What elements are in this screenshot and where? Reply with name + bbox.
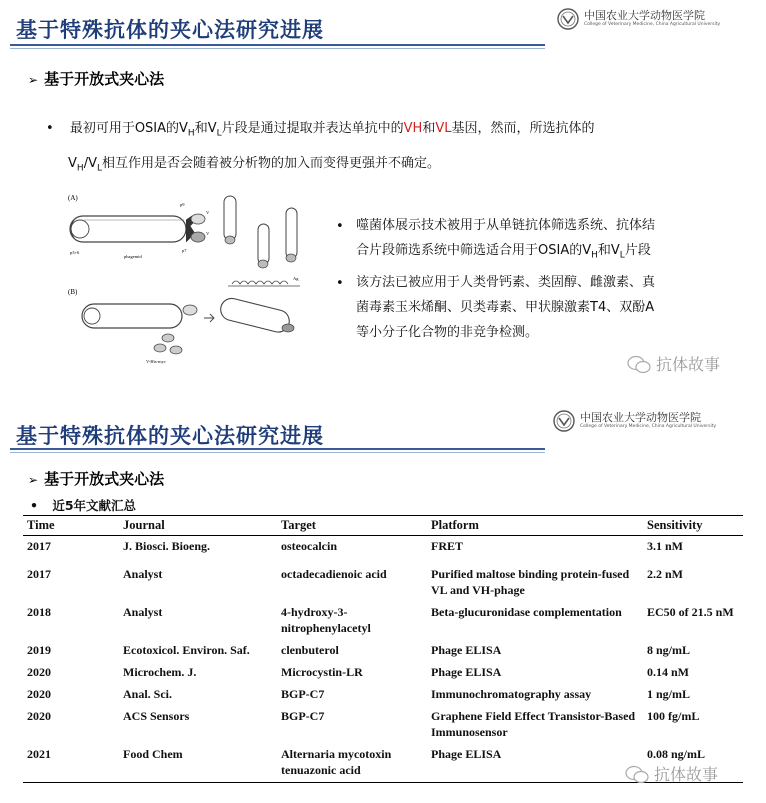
- slide-1: [0, 0, 766, 390]
- right-b1-line2: [356, 238, 736, 269]
- cell-time: 2018: [27, 604, 51, 619]
- cell-platform: Phage ELISA: [427, 744, 643, 783]
- cell-time: 2020: [27, 686, 51, 701]
- bullet-dot: •: [336, 276, 344, 291]
- cell-journal: ACS Sensors: [123, 708, 190, 723]
- cell-sensitivity: 3.1 nM: [647, 539, 683, 553]
- table-row: [23, 640, 743, 662]
- p9-label: p9: [180, 202, 185, 207]
- bullet-summary-text: 近5年文献汇总: [52, 498, 137, 513]
- figure-label-a: (A): [68, 194, 78, 202]
- cell-target: Microcystin-LR: [281, 664, 363, 679]
- cell-journal: Analyst: [123, 566, 163, 581]
- cell-journal: Food Chem: [119, 744, 277, 783]
- header-sensitivity: Sensitivity: [643, 516, 743, 536]
- right-b2-line3: 等小分子化合物的非竞争检测。: [356, 325, 539, 340]
- paragraph-line-1: [46, 113, 594, 150]
- table-header-row: [23, 516, 743, 536]
- header-target: Target: [277, 516, 427, 536]
- cell-time: 2017: [27, 539, 51, 553]
- cell-time: 2020: [27, 664, 51, 679]
- logo-cn-text: 中国农业大学动物医学院: [580, 411, 701, 425]
- cell-journal: J. Biosci. Bioeng.: [123, 539, 211, 553]
- table-row: [23, 706, 743, 744]
- section-heading-text: 基于开放式夹心法: [44, 470, 165, 488]
- para1-vl-red: VL: [435, 121, 452, 136]
- bullet-dot: •: [336, 219, 344, 234]
- para1-vh-red: VH: [403, 121, 423, 136]
- watermark: [626, 352, 720, 375]
- phage-particles: [224, 196, 300, 286]
- phage-display-figure: [64, 190, 304, 370]
- slide-title: 基于特殊抗体的夹心法研究进展: [16, 423, 324, 448]
- para2-sub-h: H: [76, 163, 84, 174]
- cell-journal: Microchem. J.: [123, 664, 197, 679]
- vh-label: V: [206, 210, 210, 215]
- right-b1-sub-l: L: [619, 250, 625, 261]
- vl-his-myc-label: [146, 359, 166, 364]
- cell-journal: Ecotoxicol. Environ. Saf.: [123, 642, 250, 657]
- cell-platform: Purified maltose binding protein-fused VL and VH-phage: [431, 566, 630, 597]
- p7-label: p7: [182, 248, 187, 253]
- cell-sensitivity: 0.08 ng/mL: [643, 744, 743, 783]
- para1-a: 最初可用于OSIA的V: [69, 121, 188, 136]
- header-time: Time: [23, 516, 119, 536]
- table-row: [23, 662, 743, 684]
- slide-2: [0, 398, 766, 803]
- para2-a: V: [68, 156, 77, 171]
- slide-title: 基于特殊抗体的夹心法研究进展: [16, 17, 324, 42]
- cell-journal: Anal. Sci.: [123, 686, 173, 701]
- wechat-icon: [624, 764, 650, 784]
- para1-d: 基因，然而，所选抗体的: [451, 121, 595, 136]
- cell-sensitivity: 100 fg/mL: [647, 708, 700, 723]
- bullet-summary: [30, 496, 136, 514]
- right-b2-line1: 该方法已被应用于人类骨钙素、类固醇、雌激素、真: [356, 275, 656, 290]
- cell-sensitivity: 2.2 nM: [647, 566, 683, 581]
- right-b1-text: 合片段筛选系统中筛选适合用于OSIA的V: [356, 243, 592, 258]
- watermark: [624, 762, 718, 785]
- bullet-dot: •: [46, 121, 54, 136]
- university-logo: [557, 8, 720, 30]
- cell-target: osteocalcin: [281, 539, 337, 553]
- phagemid-diagram-a: [70, 214, 205, 242]
- title-underline-thin: [10, 48, 545, 49]
- bullet-dot: •: [30, 498, 38, 513]
- cell-time: 2017: [27, 566, 51, 581]
- table-row: [23, 564, 743, 602]
- cell-platform: FRET: [431, 539, 464, 553]
- vl-his-myc-v: V: [146, 359, 149, 364]
- cell-platform: Immunochromatography assay: [431, 686, 592, 701]
- right-b1-end: 片段: [624, 243, 651, 258]
- cell-platform: Graphene Field Effect Transistor-Based Immunosensor: [431, 708, 636, 739]
- arrow-icon: ➢: [28, 73, 39, 87]
- para1-c: 片段是通过提取并表达单抗中的: [221, 121, 404, 136]
- right-b1-sub-h: H: [591, 250, 598, 261]
- cell-time: 2020: [27, 708, 51, 723]
- table-row: [23, 602, 743, 640]
- phagemid-label: phagemid: [124, 254, 142, 259]
- right-bullet-1: [356, 213, 736, 269]
- wechat-icon: [626, 354, 652, 374]
- literature-table: [23, 515, 743, 783]
- arrow-icon: ➢: [28, 473, 39, 487]
- para2-sub-l: L: [96, 163, 102, 174]
- watermark-text: 抗体故事: [656, 355, 721, 374]
- cell-target: octadecadienoic acid: [281, 566, 387, 581]
- right-b1-line1: 噬菌体展示技术被用于从单链抗体筛选系统、抗体结: [356, 218, 656, 233]
- cell-sensitivity: 0.14 nM: [647, 664, 689, 679]
- vl-label: V: [206, 231, 210, 236]
- para1-sub-l: L: [216, 128, 222, 139]
- cell-time: 2021: [23, 744, 119, 783]
- cell-target: Alternaria mycotoxin tenuazonic acid: [277, 744, 427, 783]
- title-underline-thin: [10, 452, 545, 453]
- cell-sensitivity: 8 ng/mL: [647, 642, 691, 657]
- cell-platform: Beta-glucuronidase complementation: [431, 604, 622, 619]
- logo-cn-text: 中国农业大学动物医学院: [584, 9, 705, 23]
- logo-en-text: College of Veterinary Medicine, China Agricultural University: [580, 423, 717, 429]
- p3-label: p3+6: [70, 250, 80, 255]
- header-platform: Platform: [427, 516, 643, 536]
- paragraph-line-2: [68, 148, 440, 185]
- section-heading: [28, 68, 164, 89]
- cell-target: BGP-C7: [281, 686, 325, 701]
- cell-time: 2019: [27, 642, 51, 657]
- para1-sub-h: H: [187, 128, 195, 139]
- header-journal: Journal: [119, 516, 277, 536]
- cell-sensitivity: 1 ng/mL: [647, 686, 691, 701]
- cell-target: BGP-C7: [281, 708, 325, 723]
- section-heading-text: 基于开放式夹心法: [44, 70, 165, 88]
- table-row: [23, 536, 743, 564]
- seal-icon: [553, 410, 575, 432]
- logo-en-text: College of Veterinary Medicine, China Agricultural University: [584, 21, 721, 27]
- figure-label-b: (B): [68, 288, 78, 296]
- section-heading: [28, 468, 164, 489]
- para2-b: /V: [83, 156, 97, 171]
- vl-his-myc-rest: -His-myc: [148, 359, 166, 364]
- cell-sensitivity: EC50 of 21.5 nM: [647, 604, 734, 619]
- title-underline: [10, 44, 545, 46]
- university-logo: [553, 410, 716, 432]
- cell-target: 4-hydroxy-3-nitrophenylacetyl: [281, 604, 371, 635]
- right-b2-line2: 菌毒素玉米烯酮、贝类毒素、甲状腺激素T4、双酚A: [356, 300, 655, 315]
- cell-target: clenbuterol: [281, 642, 339, 657]
- watermark-text: 抗体故事: [654, 765, 719, 784]
- para1-b: 和V: [194, 121, 217, 136]
- cell-journal: Analyst: [123, 604, 163, 619]
- para2-c: 相互作用是否会随着被分析物的加入而变得更强并不确定。: [101, 156, 440, 171]
- right-bullet-2: [356, 270, 736, 345]
- cell-platform: Phage ELISA: [431, 642, 502, 657]
- table-row: [23, 684, 743, 706]
- para1-and: 和: [422, 121, 436, 136]
- cell-platform: Phage ELISA: [431, 664, 502, 679]
- seal-icon: [557, 8, 579, 30]
- right-b1-and: 和V: [597, 243, 620, 258]
- phagemid-diagram-b: [82, 296, 294, 354]
- title-underline: [10, 448, 545, 450]
- ag-label: Ag: [293, 276, 299, 281]
